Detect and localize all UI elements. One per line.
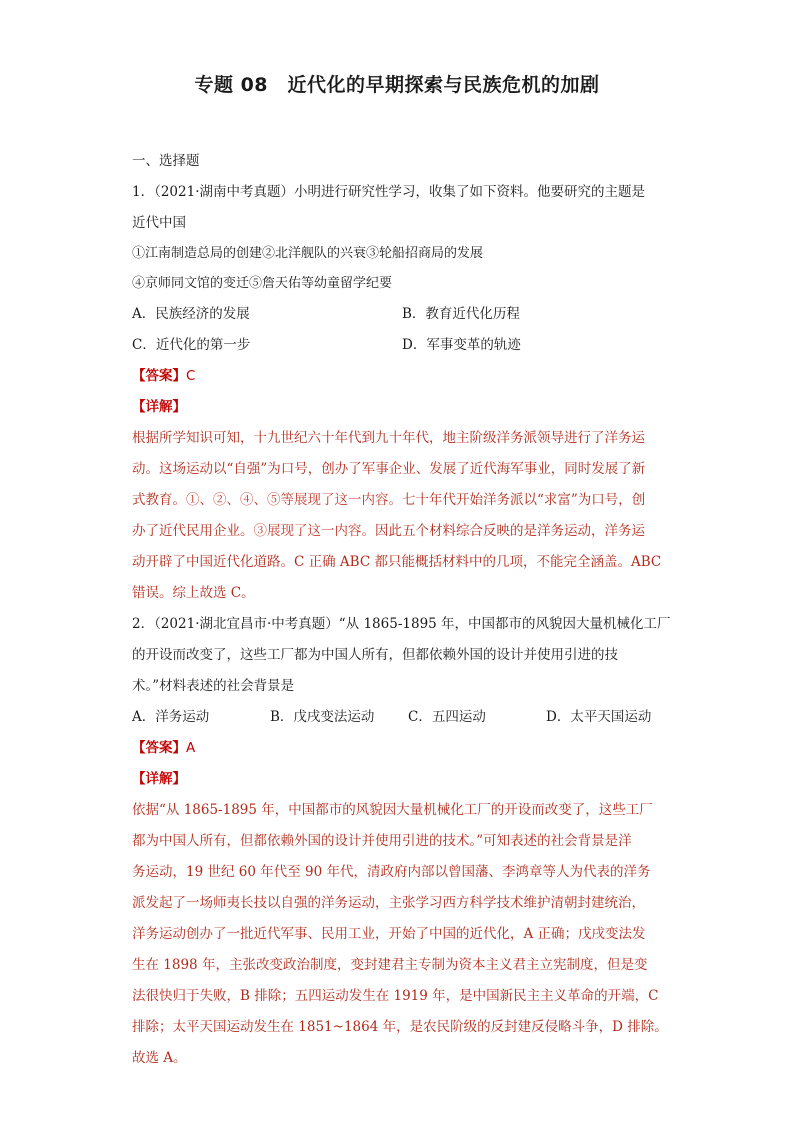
q2-explanation-line-2: 都为中国人所有，但都依赖外国的设计并使用引进的技术。”可知表述的社会背景是洋 (132, 833, 632, 849)
q1-option-b[interactable]: B．教育近代化历程 (402, 306, 520, 322)
q2-explanation-line-6: 生在 1898 年，主张改变政治制度，变封建君主专制为资本主义君主立宪制度，但是变 (132, 957, 648, 973)
page-title: 专题 08 近代化的早期探索与民族危机的加剧 (194, 74, 600, 96)
q1-exp3-part-3: 七十年代开始洋务派以“求富”为口号，创 (402, 492, 646, 508)
q2-explanation-line-3: 务运动，19 世纪 60 年代至 90 年代，清政府内部以曾国藩、李鸿章等人为代表的洋务 (132, 864, 651, 880)
q2-stem-line-2: 的开设而改变了，这些工厂都为中国人所有，但都依赖外国的设计并使用引进的技 (132, 647, 618, 663)
section-heading: 一、选择题 (132, 153, 200, 169)
q2-stem-line-3: 术。”材料表述的社会背景是 (132, 678, 295, 694)
q1-detail-label: 【详解】 (132, 399, 186, 415)
q2-answer-label: 【答案】 (132, 740, 186, 756)
q2-answer-value: A (186, 740, 196, 756)
q1-answer (132, 361, 672, 392)
q1-exp3-part-1: 式教育。 (132, 492, 186, 508)
q1-stem-line-1: 1．（2021·湖南中考真题）小明进行研究性学习，收集了如下资料。他要研究的主题是 (132, 184, 645, 200)
q2-explanation-line-8: 排除；太平天国运动发生在 1851~1864 年，是农民阶级的反封建反侵略斗争，D 排除。 (132, 1019, 668, 1035)
q2-detail-label: 【详解】 (132, 771, 186, 787)
q1-exp4-part-3: 因此五个材料综合反映的是洋务运动，洋务运 (375, 523, 645, 539)
q2-stem-line-1: 2．（2021·湖北宜昌市·中考真题）“从 1865-1895 年，中国都市的风貌因大量机械化工厂 (132, 616, 671, 632)
q2-explanation-line-9: 故选 A。 (132, 1050, 187, 1066)
q2-options-row (132, 702, 672, 733)
q1-explanation-line-6: 错误。综上故选 C。 (132, 585, 255, 601)
q2-explanation-line-4: 派发起了一场师夷长技以自强的洋务运动，主张学习西方科学技术维护清朝封建统治， (132, 895, 645, 911)
q2-option-c[interactable]: C．五四运动 (408, 709, 486, 725)
q2-explanation-line-7: 法很快归于失败，B 排除；五四运动发生在 1919 年，是中国新民主主义革命的开端，C (132, 988, 659, 1004)
q2-explanation-line-5: 洋务运动创办了一批近代军事、民用工业，开始了中国的近代化，A 正确；戊戌变法发 (132, 926, 646, 942)
q1-answer-value: C (186, 368, 196, 384)
q1-material-line-1: ①江南制造总局的创建②北洋舰队的兴衰③轮船招商局的发展 (132, 246, 484, 261)
q1-option-c[interactable]: C．近代化的第一步 (132, 337, 251, 353)
q1-explanation-line-1: 根据所学知识可知，十九世纪六十年代到九十年代，地主阶级洋务派领导进行了洋务运 (132, 430, 645, 446)
q2-option-a[interactable]: A．洋务运动 (132, 709, 210, 725)
q1-material-line-2: ④京师同文馆的变迁⑤詹天佑等幼童留学纪要 (132, 276, 393, 291)
question-2 (132, 609, 672, 1074)
q1-exp3-part-2: ①、②、④、⑤等展现了这一内容。 (186, 492, 402, 508)
q2-explanation-line-1: 依据“从 1865-1895 年，中国都市的风貌因大量机械化工厂的开设而改变了，这些工厂 (132, 802, 653, 818)
q1-explanation-line-5: 动开辟了中国近代化道路。C 正确 ABC 都只能概括材料中的几项，不能完全涵盖。ABC (132, 554, 662, 570)
question-1 (132, 177, 672, 609)
q1-explanation-line-4 (132, 516, 672, 547)
q1-stem-line-2: 近代中国 (132, 215, 186, 231)
q2-option-b[interactable]: B．戊戌变法运动 (270, 709, 375, 725)
q1-answer-label: 【答案】 (132, 368, 186, 384)
q1-exp4-part-2: ③展现了这一内容。 (253, 523, 375, 539)
q2-option-d[interactable]: D．太平天国运动 (546, 709, 652, 725)
q1-explanation-line-2: 动。这场运动以“自强”为口号，创办了军事企业、发展了近代海军事业，同时发展了新 (132, 461, 646, 477)
q1-options-row-2 (132, 330, 672, 361)
q1-explanation-line-3 (132, 485, 672, 516)
q1-option-d[interactable]: D．军事变革的轨迹 (402, 337, 521, 353)
q2-answer (132, 733, 672, 764)
q1-options-row-1 (132, 299, 672, 330)
question-content (132, 146, 672, 1074)
q1-option-a[interactable]: A．民族经济的发展 (132, 306, 250, 322)
q1-exp4-part-1: 办了近代民用企业。 (132, 523, 254, 539)
